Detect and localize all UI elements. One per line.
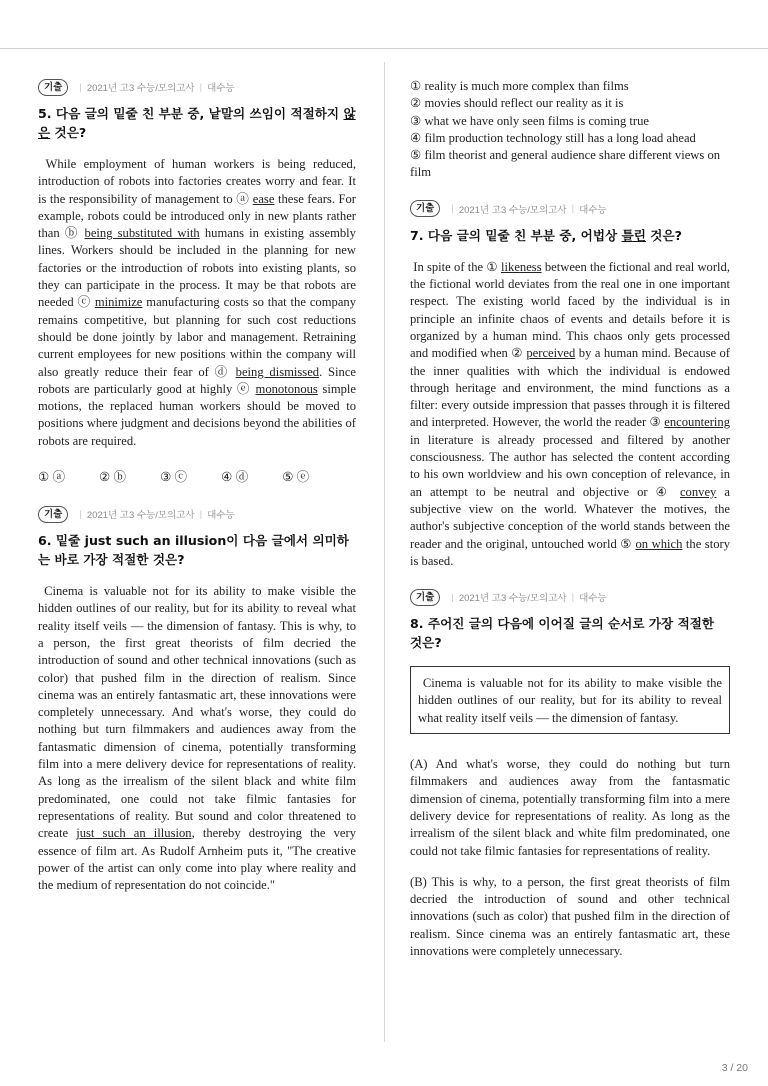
- question-tag: 기출 | 2021년 고3 수능/모의고사 | 대수능: [410, 588, 730, 606]
- choice-2[interactable]: ② ⓑ: [99, 470, 127, 485]
- tag-year: 2021년 고3 수능/모의고사: [86, 510, 195, 522]
- option-1[interactable]: ① reality is much more complex than films: [410, 79, 629, 93]
- tag-level: 대수능: [579, 593, 607, 605]
- left-column: [38, 78, 356, 894]
- choice-4[interactable]: ④ ⓓ: [221, 470, 249, 485]
- question-tag: 기출 | 2021년 고3 수능/모의고사 | 대수능: [38, 78, 356, 96]
- given-passage-box: [410, 666, 730, 734]
- question-title: 5. 다음 글의 밑줄 친 부분 중, 낱말의 쓰임이 적절하지 않은 것은?: [38, 106, 356, 140]
- tag-pill: 기출: [38, 506, 68, 523]
- page-number: 3 / 20: [721, 1062, 748, 1074]
- tag-year: 2021년 고3 수능/모의고사: [458, 204, 567, 216]
- paragraph-b: (B) This is why, to a person, the first great theorists of film decried the introduction of sound and other technical innovations (such as color) that pushed film in the direction of realism. Since cinema was an entirely fantasmatic art, these innovations were completely unnecessary.: [410, 874, 730, 958]
- tag-year: 2021년 고3 수능/모의고사: [458, 593, 567, 605]
- choice-3[interactable]: ③ ⓒ: [160, 470, 188, 485]
- option-3[interactable]: ③ what we have only seen films is coming true: [410, 113, 649, 128]
- question-tag: 기출 | 2021년 고3 수능/모의고사 | 대수능: [38, 505, 356, 523]
- question-passage: While employment of human workers is being reduced, introduction of robots into factories creates worry and fear. It is the responsibility of management to ⓐ ease these fears. For example, robots could be introduced only in new plants rather than ⓑ being substituted with humans in existing assembly lines. Workers should be included in the planning for new factories or the introduction of robots into existing plants, so they can participate in the process. It may be that robots are needed ⓒ minimize manufacturing costs so that the company remains competitive, but planning for such cost reductions should be done jointly by labor and management. Retraining current employees for new positions within the company will also greatly reduce their fear of ⓓ being dismissed. Since robots are particularly good at highly ⓔ monotonous simple motions, the replaced human workers should be moved to positions where judgment and decisions beyond the abilities of robots are required.: [38, 157, 357, 448]
- question-title: 8. 주어진 글의 다음에 이어질 글의 순서로 가장 적절한 것은?: [410, 616, 715, 651]
- option-2[interactable]: ② movies should reflect our reality as it is: [410, 96, 624, 111]
- q6-options: [410, 78, 730, 182]
- tag-level: 대수능: [579, 204, 607, 216]
- header-rule: [0, 48, 768, 49]
- question-tag: 기출 | 2021년 고3 수능/모의고사 | 대수능: [410, 200, 730, 218]
- choice-1[interactable]: ① ⓐ: [38, 470, 66, 485]
- answer-choices: [38, 466, 356, 485]
- tag-year: 2021년 고3 수능/모의고사: [86, 83, 195, 94]
- question-passage: In spite of the ① likeness between the fictional and real world, the fictional world deviates from the real one in one important respect. The existing world faced by the individual is in principle an infinite chaos of events and details before it is organized by a human mind. This chaos only gets processed and modified when ② perceived by a human mind. Because of the inner qualities with which the individual is endowed through heritage and environment, the mind functions as a filter: every outside impression that passes through it is filtered and interpreted. However, the world the reader ③ encountering in literature is already processed and filtered by another consciousness. The author has selected the content according to his own worldview and his own conception of relevance, in an attempt to be neutral and objective or ④ convey a subjective view on the world. Whatever the motives, the author's subjective conception of the world stands between the reader and the original, untouched world ⑤ on which the story is based.: [410, 259, 731, 568]
- tag-pill: 기출: [38, 79, 68, 96]
- given-passage: Cinema is valuable not for its ability to make visible the hidden outlines of our reality, but for its ability to reveal what reality itself veils — the dimension of fantasy.: [418, 676, 722, 725]
- column-divider: [384, 62, 385, 1042]
- tag-pill: 기출: [410, 200, 440, 217]
- choice-5[interactable]: ⑤ ⓔ: [282, 470, 310, 485]
- right-column: [410, 78, 730, 974]
- question-title: 6. 밑줄 just such an illusion이 다음 글에서 의미하는 바로 가장 적절한 것은?: [38, 533, 349, 568]
- option-5[interactable]: ⑤ film theorist and general audience share different views on film: [410, 148, 721, 180]
- tag-level: 대수능: [207, 83, 235, 94]
- option-4[interactable]: ④ film production technology still has a long load ahead: [410, 130, 696, 145]
- question-title: 7. 다음 글의 밑줄 친 부분 중, 어법상 틀린 것은?: [410, 227, 682, 243]
- tag-level: 대수능: [207, 510, 235, 522]
- paragraph-a: (A) And what's worse, they could do nothing but turn filmmakers and audiences away from the fantasmatic dimension of cinema, potentially transforming film into a mere delivery device for representations of reality. As long as the irrealism of the silent black and white film predominated, one could not take filmic fantasies for representations of reality.: [410, 757, 730, 858]
- tag-pill: 기출: [410, 589, 440, 606]
- question-passage: Cinema is valuable not for its ability to make visible the hidden outlines of our reality, but for its ability to reveal what reality itself veils — the dimension of fantasy. This is why, to a person, the first great theorists of film decried the introduction of sound and other technical innovations (such as color) that pushed film in the direction of realism. Since cinema was an entirely fantasmatic art, these innovations were completely unnecessary. And what's worse, they could do nothing but turn filmmakers and audiences away from the fantasmatic dimension of cinema, potentially transforming film into a mere delivery device for representations of reality. As long as the irrealism of the silent black and white film predominated, one could not take filmic fantasies for representations of reality. But sound and color threatened to create just such an illusion, thereby destroying the very essence of film art. As Rudolf Arnheim puts it, "The creative power of the artist can only come into play where reality and the medium of representation do not coincide.": [38, 584, 357, 893]
